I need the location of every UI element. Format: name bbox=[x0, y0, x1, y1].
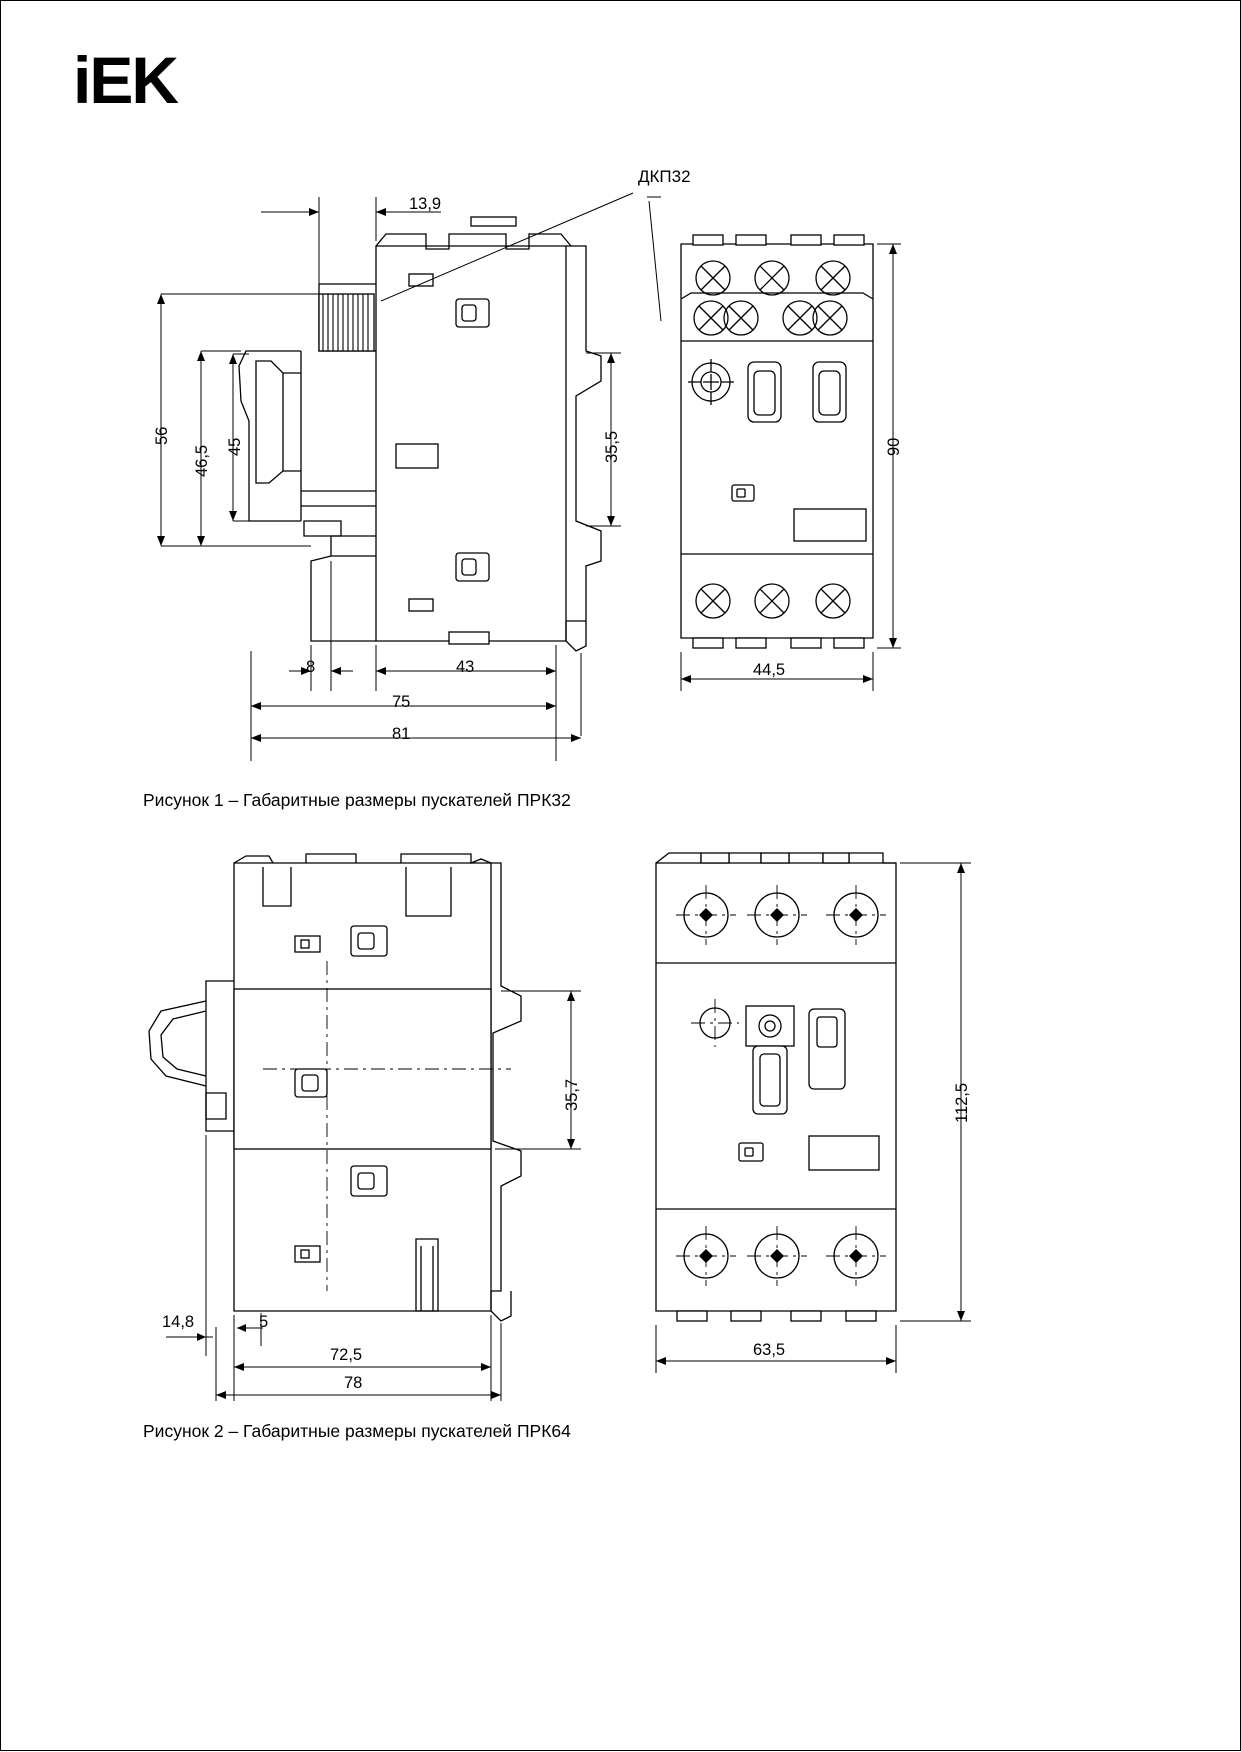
fig1-dim-13-9: 13,9 bbox=[409, 195, 442, 213]
fig1-dim-8: 8 bbox=[306, 658, 316, 676]
fig2-dim-72-5: 72,5 bbox=[330, 1346, 363, 1364]
figure-1-caption: Рисунок 1 – Габаритные размеры пускателей ПРК32 bbox=[143, 790, 571, 810]
fig1-dim-46-5: 46,5 bbox=[193, 444, 211, 477]
fig1-dim-35-5: 35,5 bbox=[603, 430, 621, 463]
fig2-dim-14-8: 14,8 bbox=[162, 1313, 195, 1331]
fig1-callout-dkp32: ДКП32 bbox=[638, 167, 691, 186]
figure-2-caption: Рисунок 2 – Габаритные размеры пускателей ПРК64 bbox=[143, 1421, 571, 1441]
fig2-dim-35-7: 35,7 bbox=[563, 1078, 581, 1111]
fig2-dim-63-5: 63,5 bbox=[753, 1341, 786, 1359]
fig1-dim-45: 45 bbox=[226, 437, 244, 456]
figure-2-drawing bbox=[1, 1, 1241, 1752]
iek-logo: iEK bbox=[73, 43, 178, 117]
fig2-dim-78: 78 bbox=[344, 1374, 363, 1392]
fig1-dim-75: 75 bbox=[392, 693, 411, 711]
fig1-dim-90: 90 bbox=[885, 437, 903, 456]
fig2-dim-5: 5 bbox=[259, 1313, 269, 1331]
fig1-dim-56: 56 bbox=[153, 426, 171, 445]
fig1-dim-44-5: 44,5 bbox=[753, 661, 786, 679]
fig1-dim-81: 81 bbox=[392, 725, 411, 743]
fig1-dim-43: 43 bbox=[456, 658, 475, 676]
fig2-dim-112-5: 112,5 bbox=[953, 1082, 971, 1123]
